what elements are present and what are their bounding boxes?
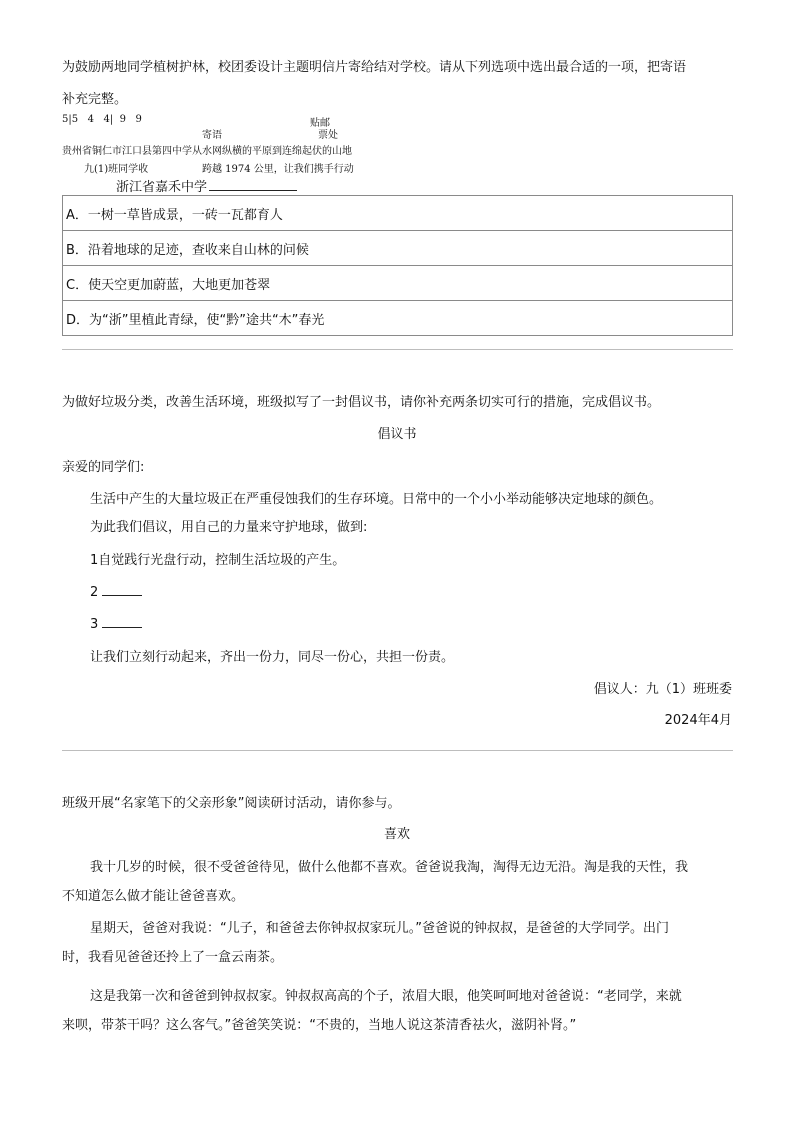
item-2-number: 2 xyxy=(90,585,99,600)
proposal-para2: 为此我们倡议，用自己的力量来守护地球，做到: xyxy=(90,520,368,535)
sender-underline xyxy=(209,176,297,191)
reading-p2-line2: 时，我看见爸爸还拎上了一盒云南茶。 xyxy=(62,950,284,965)
item-2-blank[interactable] xyxy=(102,583,142,596)
section-divider xyxy=(62,349,733,350)
option-b[interactable]: B．沿着地球的足迹，查收来自山林的问候 xyxy=(63,231,733,266)
question-intro: 为鼓励两地同学植树护林，校团委设计主题明信片寄给结对学校。请从下列选项中选出最合适的一项，把寄语 xyxy=(62,60,687,75)
reading-p3-line1: 这是我第一次和爸爸到钟叔叔家。钟叔叔高高的个子，浓眉大眼，他笑呵呵地对爸爸说：“老同学，来就 xyxy=(90,989,682,1004)
option-a[interactable]: A．一树一草皆成景，一砖一瓦都育人 xyxy=(63,196,733,231)
reading-p2-line1: 星期天，爸爸对我说：“儿子，和爸爸去你钟叔叔家玩儿。”爸爸说的钟叔叔，是爸爸的大学同学。出门 xyxy=(90,921,669,936)
proposal-salutation: 亲爱的同学们: xyxy=(62,460,145,475)
postcode: 5|5 4 4| 9 9 xyxy=(62,114,142,125)
proposal-intro: 为做好垃圾分类，改善生活环境，班级拟写了一封倡议书，请你补充两条切实可行的措施，完成倡议书。 xyxy=(62,395,661,410)
reading-intro: 班级开展“名家笔下的父亲形象”阅读研讨活动，请你参与。 xyxy=(62,796,401,811)
item-3-number: 3 xyxy=(90,617,99,632)
option-c[interactable]: C．使天空更加蔚蓝，大地更加苍翠 xyxy=(63,266,733,301)
stamp-label-top: 贴邮 xyxy=(310,118,330,129)
sender-school: 浙江省嘉禾中学 xyxy=(116,180,208,195)
reading-p1-line2: 不知道怎么做才能让爸爸喜欢。 xyxy=(62,889,245,904)
postcard xyxy=(62,112,402,194)
proposal-item-1: 1自觉践行光盘行动，控制生活垃圾的产生。 xyxy=(90,553,346,568)
section-divider xyxy=(62,750,733,751)
message-label: 寄语 xyxy=(202,130,222,141)
sender-line xyxy=(116,176,297,195)
proposal-signer: 倡议人：九（1）班班委 xyxy=(593,682,732,697)
proposal-title: 倡议书 xyxy=(377,427,417,442)
proposal-date: 2024年4月 xyxy=(664,713,732,728)
address-line: 贵州省铜仁市江口县第四中学从水网纵横的平原到连绵起伏的山地 xyxy=(62,146,352,157)
options-table xyxy=(62,195,733,336)
message-line: 跨越 1974 公里，让我们携手行动 xyxy=(202,164,354,175)
reading-p3-line2: 来呗，带茶干吗？这么客气。”爸爸笑笑说：“不贵的，当地人说这茶清香祛火，滋阴补肾。” xyxy=(62,1018,577,1033)
proposal-para1: 生活中产生的大量垃圾正在严重侵蚀我们的生存环境。日常中的一个小小举动能够决定地球的颜色。 xyxy=(90,492,663,507)
reading-p1-line1: 我十几岁的时候，很不受爸爸待见，做什么他都不喜欢。爸爸说我淘，淘得无边无沿。淘是我的天性，我 xyxy=(90,860,689,875)
stamp-label-bottom: 票处 xyxy=(318,130,338,141)
recipient-line: 九(1)班同学收 xyxy=(84,164,149,175)
reading-title: 喜欢 xyxy=(383,827,410,842)
proposal-item-3 xyxy=(90,615,142,635)
option-d[interactable]: D．为“浙”里植此青绿，使“黔”途共“木”春光 xyxy=(63,301,733,336)
proposal-closing: 让我们立刻行动起来，齐出一份力，同尽一份心，共担一份责。 xyxy=(90,650,455,665)
item-3-blank[interactable] xyxy=(102,615,142,628)
proposal-item-2 xyxy=(90,583,142,603)
question-intro-cont: 补充完整。 xyxy=(62,92,128,107)
